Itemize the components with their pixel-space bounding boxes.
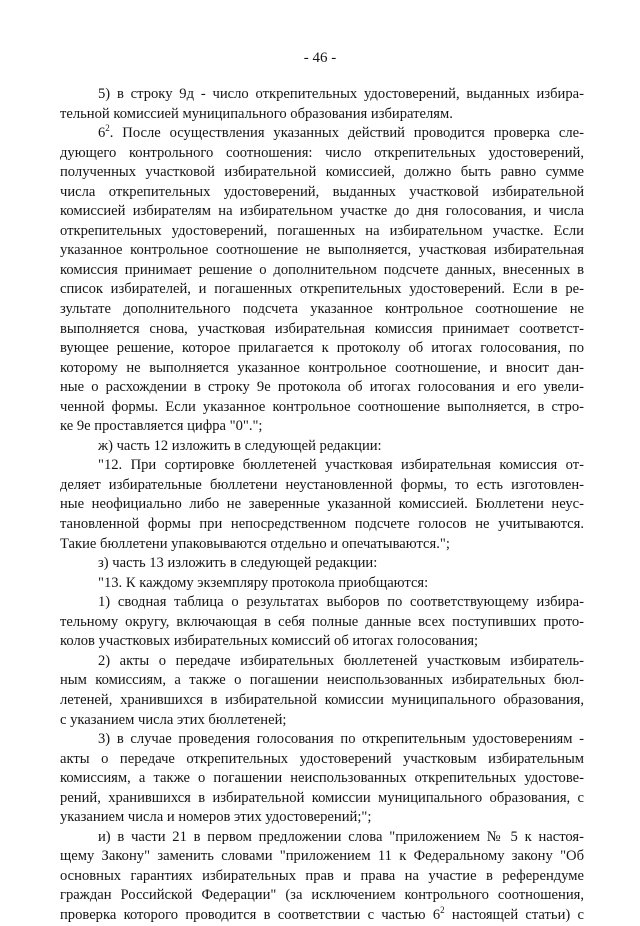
text-line: з) часть 13 изложить в следующей редакции: [98, 555, 378, 572]
paragraph-number: 6 [98, 125, 106, 142]
text-line: граждан Российской Федерации" (за исключением контрольного соотношения, [60, 887, 584, 904]
text-line: ные о расхождении в строку 9е протокола об итогах голосования и его увели- [60, 379, 584, 396]
text-line: рений, хранившихся в избирательной комиссии муниципального образования, с [60, 789, 584, 806]
line-text: проверка которого проводится в соответствии с частью 6 [60, 906, 441, 923]
line-text: . После осуществления указанных действий проводится проверка сле- [109, 125, 584, 142]
text-line: комиссиям, а также о погашении неиспользованных открепительных удостове- [60, 770, 584, 787]
text-line: дующего контрольного соотношения: число открепительных удостоверений, [60, 144, 584, 161]
text-line: "13. К каждому экземпляру протокола приобщаются: [98, 574, 429, 591]
text-line: ченной формы. Если указанное контрольное соотношение выполняется, в стро- [60, 398, 584, 415]
text-line: Такие бюллетени упаковываются отдельно и опечатываются."; [60, 535, 450, 552]
superscript: 2 [440, 904, 445, 915]
text-line: тановленной формы при непосредственном подсчете голосов не учитываются. [60, 516, 584, 533]
text-line: ж) часть 12 изложить в следующей редакции: [98, 437, 382, 454]
text-line: которому не выполняется указанное контрольное соотношение, и вносит дан- [60, 359, 584, 376]
superscript: 2 [105, 123, 110, 134]
text-line: 5) в строку 9д - число открепительных удостоверений, выданных избира- [98, 86, 584, 102]
text-line: список избирателей, и погашенных открепительных удостоверений. Если в ре- [60, 281, 584, 298]
text-line: летеней, хранившихся в избирательной комиссии муниципального образования, [60, 691, 584, 708]
text-line [60, 906, 584, 926]
text-line: основных гарантиях избирательных прав и права на участие в референдуме [60, 867, 584, 884]
text-line: с указанием числа этих бюллетеней; [60, 711, 287, 728]
text-line: и) в части 21 в первом предложении слова "приложением № 5 к настоя- [98, 828, 584, 845]
text-line: комиссией избирателям на избирательном участке до дня голосования, и числа [60, 203, 584, 220]
text-line: ные неофициально либо не заверенные указанной комиссией. Бюллетени неус- [60, 496, 584, 513]
text-line: тельному округу, включающая в себя полные данные всех поступивших прото- [60, 613, 584, 630]
text-line: деляет избирательные бюллетени неустановленной формы, то есть изготовлен- [60, 476, 584, 493]
text-line: щему Закону" заменить словами "приложением 11 к Федеральному закону "Об [60, 848, 584, 865]
text-line: колов участковых избирательных комиссий об итогах голосования; [60, 633, 479, 650]
document-body [60, 85, 584, 926]
text-line: ке 9е проставляется цифра "0"."; [60, 418, 263, 435]
text-line: указанием числа и номеров этих удостоверений;"; [60, 809, 372, 826]
page-number: - 46 - [303, 50, 337, 66]
text-line: вующее решение, которое прилагается к протоколу об итогах голосования, по [60, 340, 584, 357]
text-line: указанное контрольное соотношение не выполняется, участковая избирательная [60, 242, 584, 259]
text-line [60, 124, 584, 144]
text-line: "12. При сортировке бюллетеней участковая избирательная комиссия от- [98, 457, 584, 474]
text-line: акты о передаче открепительных удостоверений участковым избирательным [60, 750, 584, 767]
text-line: комиссия принимает решение о дополнительном подсчете данных, внесенных в [60, 261, 584, 278]
text-line: ным комиссиям, а также о погашении неиспользованных избирательных бюл- [60, 672, 584, 689]
text-line: полученных участковой избирательной комиссией, должно быть равно сумме [60, 164, 584, 181]
text-line: выполняется снова, участковая избирательная комиссия принимает соответст- [60, 320, 584, 337]
text-line: 1) сводная таблица о результатах выборов по соответствующему избира- [98, 594, 584, 611]
line-text-tail: настоящей статьи) с [444, 906, 584, 923]
text-line: открепительных удостоверений, погашенных на избирательном участке. Если [60, 222, 584, 239]
text-line: зультате дополнительного подсчета указанное контрольное соотношение не [60, 301, 584, 318]
text-line: числа открепительных удостоверений, выданных участковой избирательной [60, 183, 584, 200]
text-line: 3) в случае проведения голосования по открепительным удостоверениям - [98, 731, 584, 748]
text-line: тельной комиссией муниципального образования избирателям. [60, 105, 453, 122]
text-line: 2) акты о передаче избирательных бюллетеней участковым избиратель- [98, 652, 584, 669]
